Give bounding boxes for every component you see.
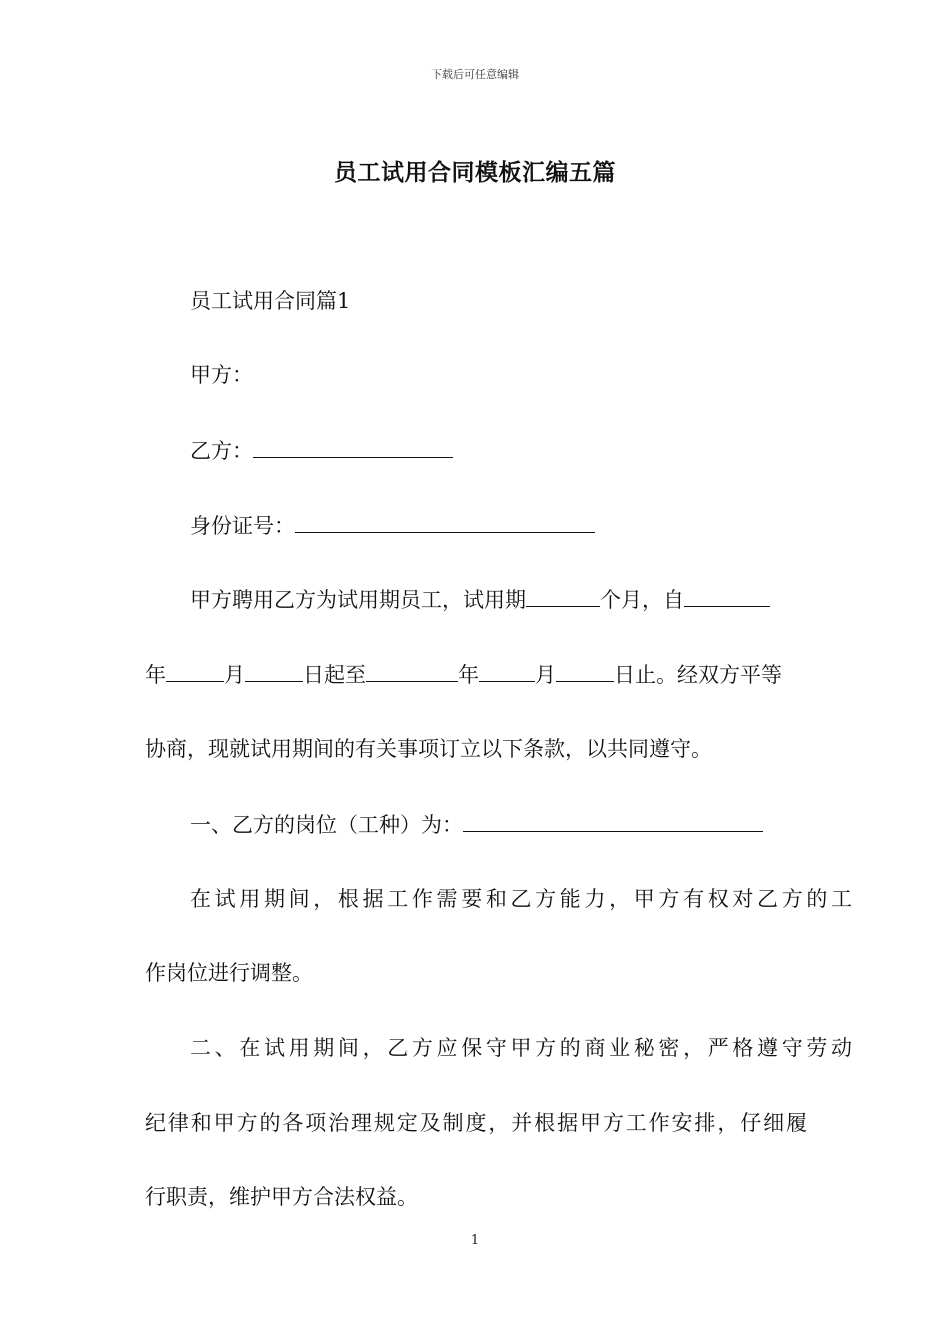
probation-text-8: 日止。经双方平等 xyxy=(614,663,782,687)
start-year-blank xyxy=(684,586,770,607)
party-b-label: 乙方： xyxy=(190,439,253,463)
probation-months-blank xyxy=(526,586,600,607)
clause-1-detail-line-1: 在试用期间，根据工作需要和乙方能力，甲方有权对乙方的工 xyxy=(190,887,852,911)
clause-1-line xyxy=(145,810,852,840)
end-month-blank xyxy=(479,661,535,682)
probation-text-6: 年 xyxy=(458,663,479,687)
probation-paragraph-line-1 xyxy=(145,585,852,615)
probation-paragraph-line-3: 协商，现就试用期间的有关事项订立以下条款，以共同遵守。 xyxy=(145,737,712,761)
clause-2-line-1: 二、在试用期间，乙方应保守甲方的商业秘密，严格遵守劳动 xyxy=(190,1036,852,1060)
start-day-blank xyxy=(245,661,303,682)
position-blank xyxy=(463,811,763,832)
clause-1-label: 一、乙方的岗位（工种）为： xyxy=(190,813,463,837)
id-number-blank xyxy=(295,512,595,533)
probation-text-7: 月 xyxy=(535,663,556,687)
clause-2-line-3: 行职责，维护甲方合法权益。 xyxy=(145,1185,418,1209)
end-year-blank xyxy=(366,661,458,682)
probation-text-5: 日起至 xyxy=(303,663,366,687)
section-title: 员工试用合同篇1 xyxy=(190,289,351,313)
probation-text-2: 个月，自 xyxy=(600,588,684,612)
probation-text-3: 年 xyxy=(145,663,166,687)
probation-text-4: 月 xyxy=(224,663,245,687)
clause-2-line-2: 纪律和甲方的各项治理规定及制度，并根据甲方工作安排，仔细履 xyxy=(145,1111,807,1135)
party-b-blank xyxy=(253,437,453,458)
document-title: 员工试用合同模板汇编五篇 xyxy=(334,159,616,186)
party-b-line xyxy=(145,436,852,466)
start-month-blank xyxy=(166,661,224,682)
page-number: 1 xyxy=(470,1233,480,1248)
end-day-blank xyxy=(556,661,614,682)
clause-1-detail-line-2: 作岗位进行调整。 xyxy=(145,961,313,985)
party-a-label: 甲方： xyxy=(190,363,253,387)
id-number-label: 身份证号： xyxy=(190,514,295,538)
probation-text-1: 甲方聘用乙方为试用期员工，试用期 xyxy=(190,588,526,612)
header-note: 下载后可任意编辑 xyxy=(431,68,519,81)
probation-paragraph-line-2 xyxy=(145,660,807,690)
party-a-line xyxy=(145,360,852,390)
id-number-line xyxy=(145,511,852,541)
